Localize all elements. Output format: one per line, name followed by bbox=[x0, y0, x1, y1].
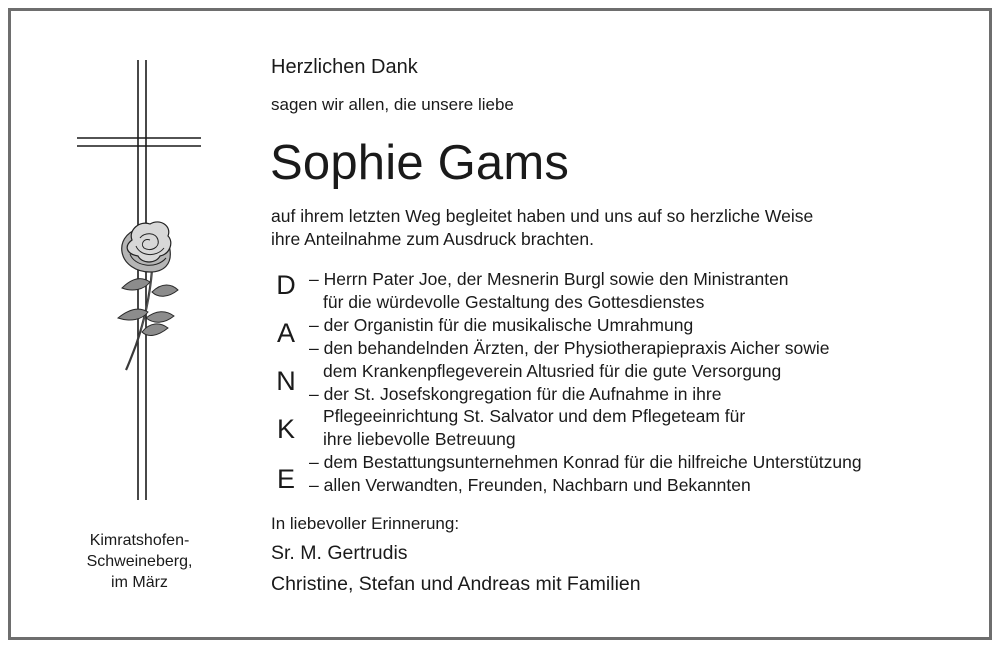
thanks-line: – der Organistin für die musikalische Umrahmung bbox=[309, 314, 694, 335]
thanks-line: Pflegeeinrichtung St. Salvator und dem Pflegeteam für bbox=[323, 406, 746, 427]
deceased-name: Sophie Gams bbox=[270, 136, 570, 190]
signature-name: Sr. M. Gertrudis bbox=[271, 542, 408, 564]
danke-letter: E bbox=[276, 464, 295, 494]
heading: Herzlichen Dank bbox=[271, 56, 418, 78]
thanks-line: für die würdevolle Gestaltung des Gottesdienstes bbox=[323, 291, 705, 312]
intro-text: sagen wir allen, die unsere liebe bbox=[271, 95, 514, 114]
thanks-line: – allen Verwandten, Freunden, Nachbarn und Bekannten bbox=[309, 475, 751, 496]
thanks-line: – den behandelnden Ärzten, der Physiotherapiepraxis Aicher sowie bbox=[309, 337, 830, 358]
danke-letter: D bbox=[276, 270, 296, 300]
thanks-line: – der St. Josefskongregation für die Aufnahme in ihre bbox=[309, 383, 722, 404]
thanks-list bbox=[309, 268, 862, 497]
intro-paragraph bbox=[271, 205, 813, 251]
signature-name: Christine, Stefan und Andreas mit Familien bbox=[271, 573, 641, 595]
thanks-line: dem Krankenpflegeverein Altusried für die gute Versorgung bbox=[323, 360, 782, 381]
paragraph-line: ihre Anteilnahme zum Ausdruck brachten. bbox=[271, 229, 594, 249]
thanks-line: ihre liebevolle Betreuung bbox=[323, 429, 516, 450]
place-line: Schweineberg, bbox=[86, 553, 193, 570]
danke-letter: N bbox=[276, 366, 296, 396]
paragraph-line: auf ihrem letzten Weg begleitet haben und uns auf so herzliche Weise bbox=[271, 206, 814, 226]
thanks-line: – Herrn Pater Joe, der Mesnerin Burgl sowie den Ministranten bbox=[309, 269, 789, 289]
place-date bbox=[52, 530, 227, 593]
danke-letter: K bbox=[276, 414, 295, 444]
place-line: Kimratshofen- bbox=[89, 532, 190, 549]
danke-letter: A bbox=[276, 318, 295, 348]
rose-icon bbox=[118, 222, 178, 370]
cross-icon bbox=[60, 60, 220, 500]
place-line: im März bbox=[111, 574, 168, 591]
signature-label: In liebevoller Erinnerung: bbox=[271, 514, 460, 533]
thanks-line: – dem Bestattungsunternehmen Konrad für die hilfreiche Unterstützung bbox=[309, 452, 862, 473]
